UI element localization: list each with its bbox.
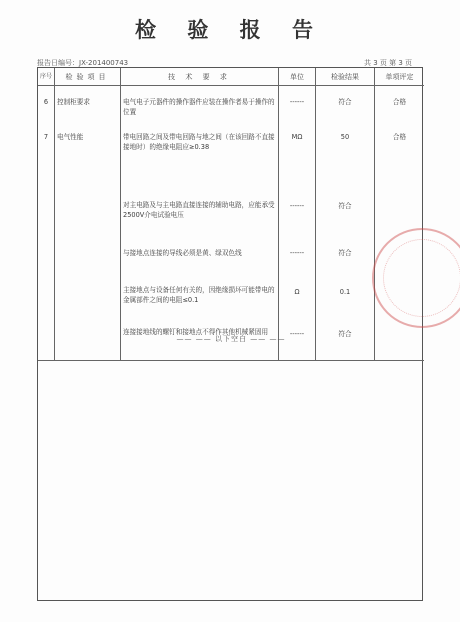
row-unit: ------ <box>289 249 305 257</box>
header-rule <box>38 85 424 86</box>
page-count: 共 3 页 第 3 页 <box>364 59 413 67</box>
row-unit: ------ <box>289 202 305 210</box>
row-rule <box>38 360 424 361</box>
row-requirement: 电气电子元器件的操作器件应装在操作者易于操作的位置 <box>123 98 275 116</box>
row-result: 符合 <box>338 330 352 338</box>
row-requirement: 主接地点与设备任何有关的，因绝缘损坏可能带电的金属部件之间的电阻≤0.1 <box>123 286 275 304</box>
row-result: 符合 <box>338 202 352 210</box>
row-no: 6 <box>43 98 49 106</box>
row-unit: MΩ <box>291 133 303 141</box>
row-result: 0.1 <box>339 288 351 296</box>
row-result: 50 <box>340 133 350 141</box>
inspection-table <box>37 67 423 601</box>
header-no: 序号 <box>39 72 52 80</box>
column-divider <box>315 68 316 360</box>
row-requirement: 带电回路之间及带电回路与地之间（在该回路不直接接地时）的绝缘电阻应≥0.38 <box>123 133 275 151</box>
seal-stamp-inner <box>383 239 460 317</box>
report-number: 报告日编号：JX-201400743 <box>37 59 129 67</box>
column-divider <box>374 68 375 360</box>
row-requirement: 与接地点连接的导线必须是黄、绿双色线 <box>123 249 242 257</box>
row-result: 符合 <box>338 249 352 257</box>
row-no: 7 <box>43 133 49 141</box>
row-item: 控制柜要求 <box>57 98 90 106</box>
page-title: 检 验 报 告 <box>135 17 325 42</box>
header-requirement: 技 术 要 求 <box>168 72 231 81</box>
blank-below-note: —— —— 以下空白 —— —— <box>176 335 286 343</box>
row-unit: ------ <box>289 330 305 338</box>
row-unit: ------ <box>289 98 305 106</box>
row-item: 电气性能 <box>57 133 84 141</box>
row-verdict: 合格 <box>392 133 407 141</box>
column-divider <box>278 68 279 360</box>
row-result: 符合 <box>338 98 352 106</box>
row-unit: Ω <box>294 288 300 296</box>
row-verdict: 合格 <box>392 98 407 106</box>
column-divider <box>54 68 55 360</box>
header-verdict: 单项评定 <box>385 72 414 81</box>
header-item: 检验项目 <box>65 72 110 81</box>
row-requirement: 连接接地线的螺钉和接地点不得作其他机械紧固用 <box>123 328 269 336</box>
header-result: 检验结果 <box>331 72 359 81</box>
row-requirement: 对主电路及与主电路直接连接的辅助电路，应能承受2500V介电试验电压 <box>123 201 275 219</box>
column-divider <box>120 68 121 360</box>
header-unit: 单位 <box>290 72 304 81</box>
